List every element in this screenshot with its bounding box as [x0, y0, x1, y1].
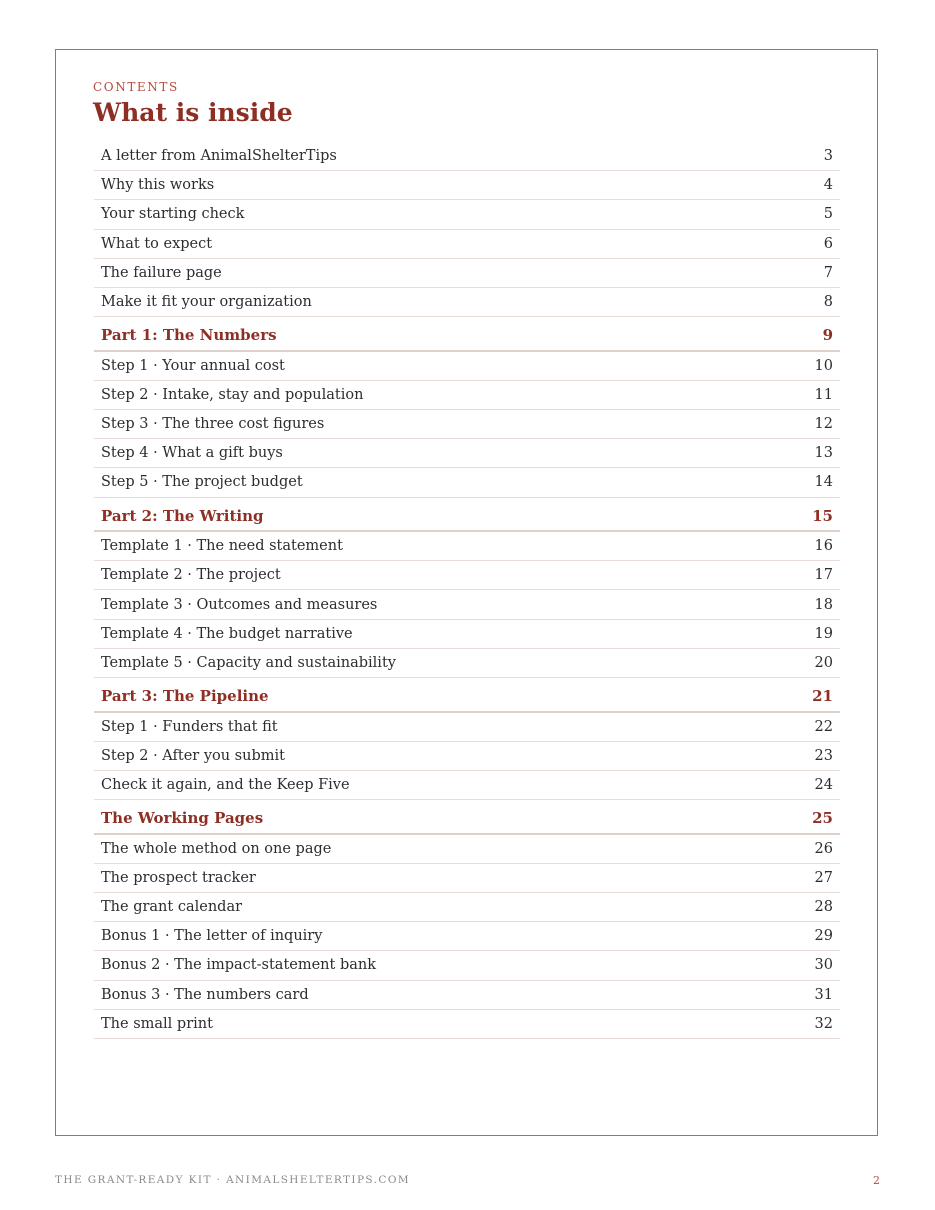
toc-entry[interactable]: [94, 649, 840, 678]
toc-part-heading[interactable]: [94, 678, 840, 713]
toc-label: Template 2 · The project: [101, 567, 281, 584]
toc-label: Step 1 · Your annual cost: [101, 357, 285, 374]
toc-entry[interactable]: [94, 864, 840, 893]
toc-label: The prospect tracker: [101, 869, 256, 886]
page-title: What is inside: [93, 98, 293, 127]
toc-entry[interactable]: [94, 1010, 840, 1039]
toc-entry[interactable]: [94, 381, 840, 410]
toc-page-number: 22: [814, 718, 833, 735]
toc-page-number: 19: [814, 625, 833, 642]
toc-entry[interactable]: [94, 352, 840, 381]
toc-page-number: 3: [823, 148, 833, 165]
toc-entry[interactable]: [94, 590, 840, 619]
toc-label: The failure page: [101, 264, 222, 281]
toc-entry[interactable]: [94, 439, 840, 468]
toc-page-number: 23: [814, 747, 833, 764]
toc-page-number: 25: [812, 809, 833, 828]
toc-entry[interactable]: [94, 922, 840, 951]
toc-page-number: 17: [814, 567, 833, 584]
toc-entry[interactable]: [94, 171, 840, 200]
toc-label: Template 1 · The need statement: [101, 538, 343, 555]
toc-page-number: 10: [814, 357, 833, 374]
toc-label: A letter from AnimalShelterTips: [101, 148, 337, 165]
toc-page-number: 21: [812, 687, 833, 706]
toc-label: Your starting check: [101, 206, 245, 223]
toc-label: Template 3 · Outcomes and measures: [101, 596, 378, 613]
toc-page-number: 32: [814, 1015, 833, 1032]
toc-label: The grant calendar: [101, 899, 243, 916]
toc-entry[interactable]: [94, 620, 840, 649]
toc-page-number: 5: [823, 206, 833, 223]
toc-entry[interactable]: [94, 532, 840, 561]
section-eyebrow: CONTENTS: [93, 80, 179, 94]
toc-label: Step 3 · The three cost figures: [101, 416, 325, 433]
table-of-contents: [94, 142, 840, 1039]
toc-label: Bonus 1 · The letter of inquiry: [101, 928, 323, 945]
toc-entry[interactable]: [94, 771, 840, 800]
toc-page-number: 29: [814, 928, 833, 945]
toc-entry[interactable]: [94, 142, 840, 171]
toc-label: Step 2 · After you submit: [101, 747, 285, 764]
toc-page-number: 6: [823, 235, 833, 252]
toc-part-heading[interactable]: [94, 800, 840, 835]
toc-page-number: 26: [814, 840, 833, 857]
toc-entry[interactable]: [94, 742, 840, 771]
toc-label: Bonus 3 · The numbers card: [101, 986, 309, 1003]
toc-label: The Working Pages: [101, 809, 264, 828]
toc-page-number: 15: [812, 506, 833, 525]
toc-entry[interactable]: [94, 259, 840, 288]
toc-page-number: 31: [814, 986, 833, 1003]
toc-page-number: 24: [814, 776, 833, 793]
toc-page-number: 9: [822, 326, 833, 345]
toc-label: Part 2: The Writing: [101, 506, 264, 525]
toc-part-heading[interactable]: [94, 498, 840, 533]
toc-entry[interactable]: [94, 835, 840, 864]
toc-page-number: 12: [814, 416, 833, 433]
toc-entry[interactable]: [94, 230, 840, 259]
toc-label: Bonus 2 · The impact-statement bank: [101, 957, 377, 974]
toc-page-number: 8: [823, 294, 833, 311]
toc-label: Template 5 · Capacity and sustainability: [101, 654, 396, 671]
toc-entry[interactable]: [94, 561, 840, 590]
toc-page-number: 4: [823, 177, 833, 194]
footer-title: THE GRANT-READY KIT · ANIMALSHELTERTIPS.COM: [55, 1174, 410, 1186]
toc-entry[interactable]: [94, 288, 840, 317]
toc-entry[interactable]: [94, 200, 840, 229]
toc-page-number: 16: [814, 538, 833, 555]
toc-page-number: 7: [823, 264, 833, 281]
toc-entry[interactable]: [94, 893, 840, 922]
toc-entry[interactable]: [94, 410, 840, 439]
toc-page-number: 18: [814, 596, 833, 613]
toc-page-number: 27: [814, 869, 833, 886]
footer-page-number: 2: [873, 1174, 880, 1187]
toc-page-number: 13: [814, 445, 833, 462]
toc-label: Make it fit your organization: [101, 294, 312, 311]
toc-entry[interactable]: [94, 951, 840, 980]
toc-label: Why this works: [101, 177, 215, 194]
toc-label: Part 1: The Numbers: [101, 326, 277, 345]
toc-label: The small print: [101, 1015, 213, 1032]
toc-label: Check it again, and the Keep Five: [101, 776, 350, 793]
toc-label: Template 4 · The budget narrative: [101, 625, 353, 642]
toc-label: Step 4 · What a gift buys: [101, 445, 283, 462]
toc-label: What to expect: [101, 235, 213, 252]
toc-entry[interactable]: [94, 713, 840, 742]
toc-page-number: 30: [814, 957, 833, 974]
toc-label: Part 3: The Pipeline: [101, 687, 269, 706]
toc-part-heading[interactable]: [94, 317, 840, 352]
toc-entry[interactable]: [94, 468, 840, 497]
toc-page-number: 14: [814, 474, 833, 491]
toc-label: Step 2 · Intake, stay and population: [101, 386, 364, 403]
toc-label: Step 5 · The project budget: [101, 474, 303, 491]
toc-page-number: 20: [814, 654, 833, 671]
toc-label: The whole method on one page: [101, 840, 332, 857]
toc-page-number: 28: [814, 899, 833, 916]
toc-page-number: 11: [814, 386, 833, 403]
toc-label: Step 1 · Funders that fit: [101, 718, 278, 735]
toc-entry[interactable]: [94, 981, 840, 1010]
